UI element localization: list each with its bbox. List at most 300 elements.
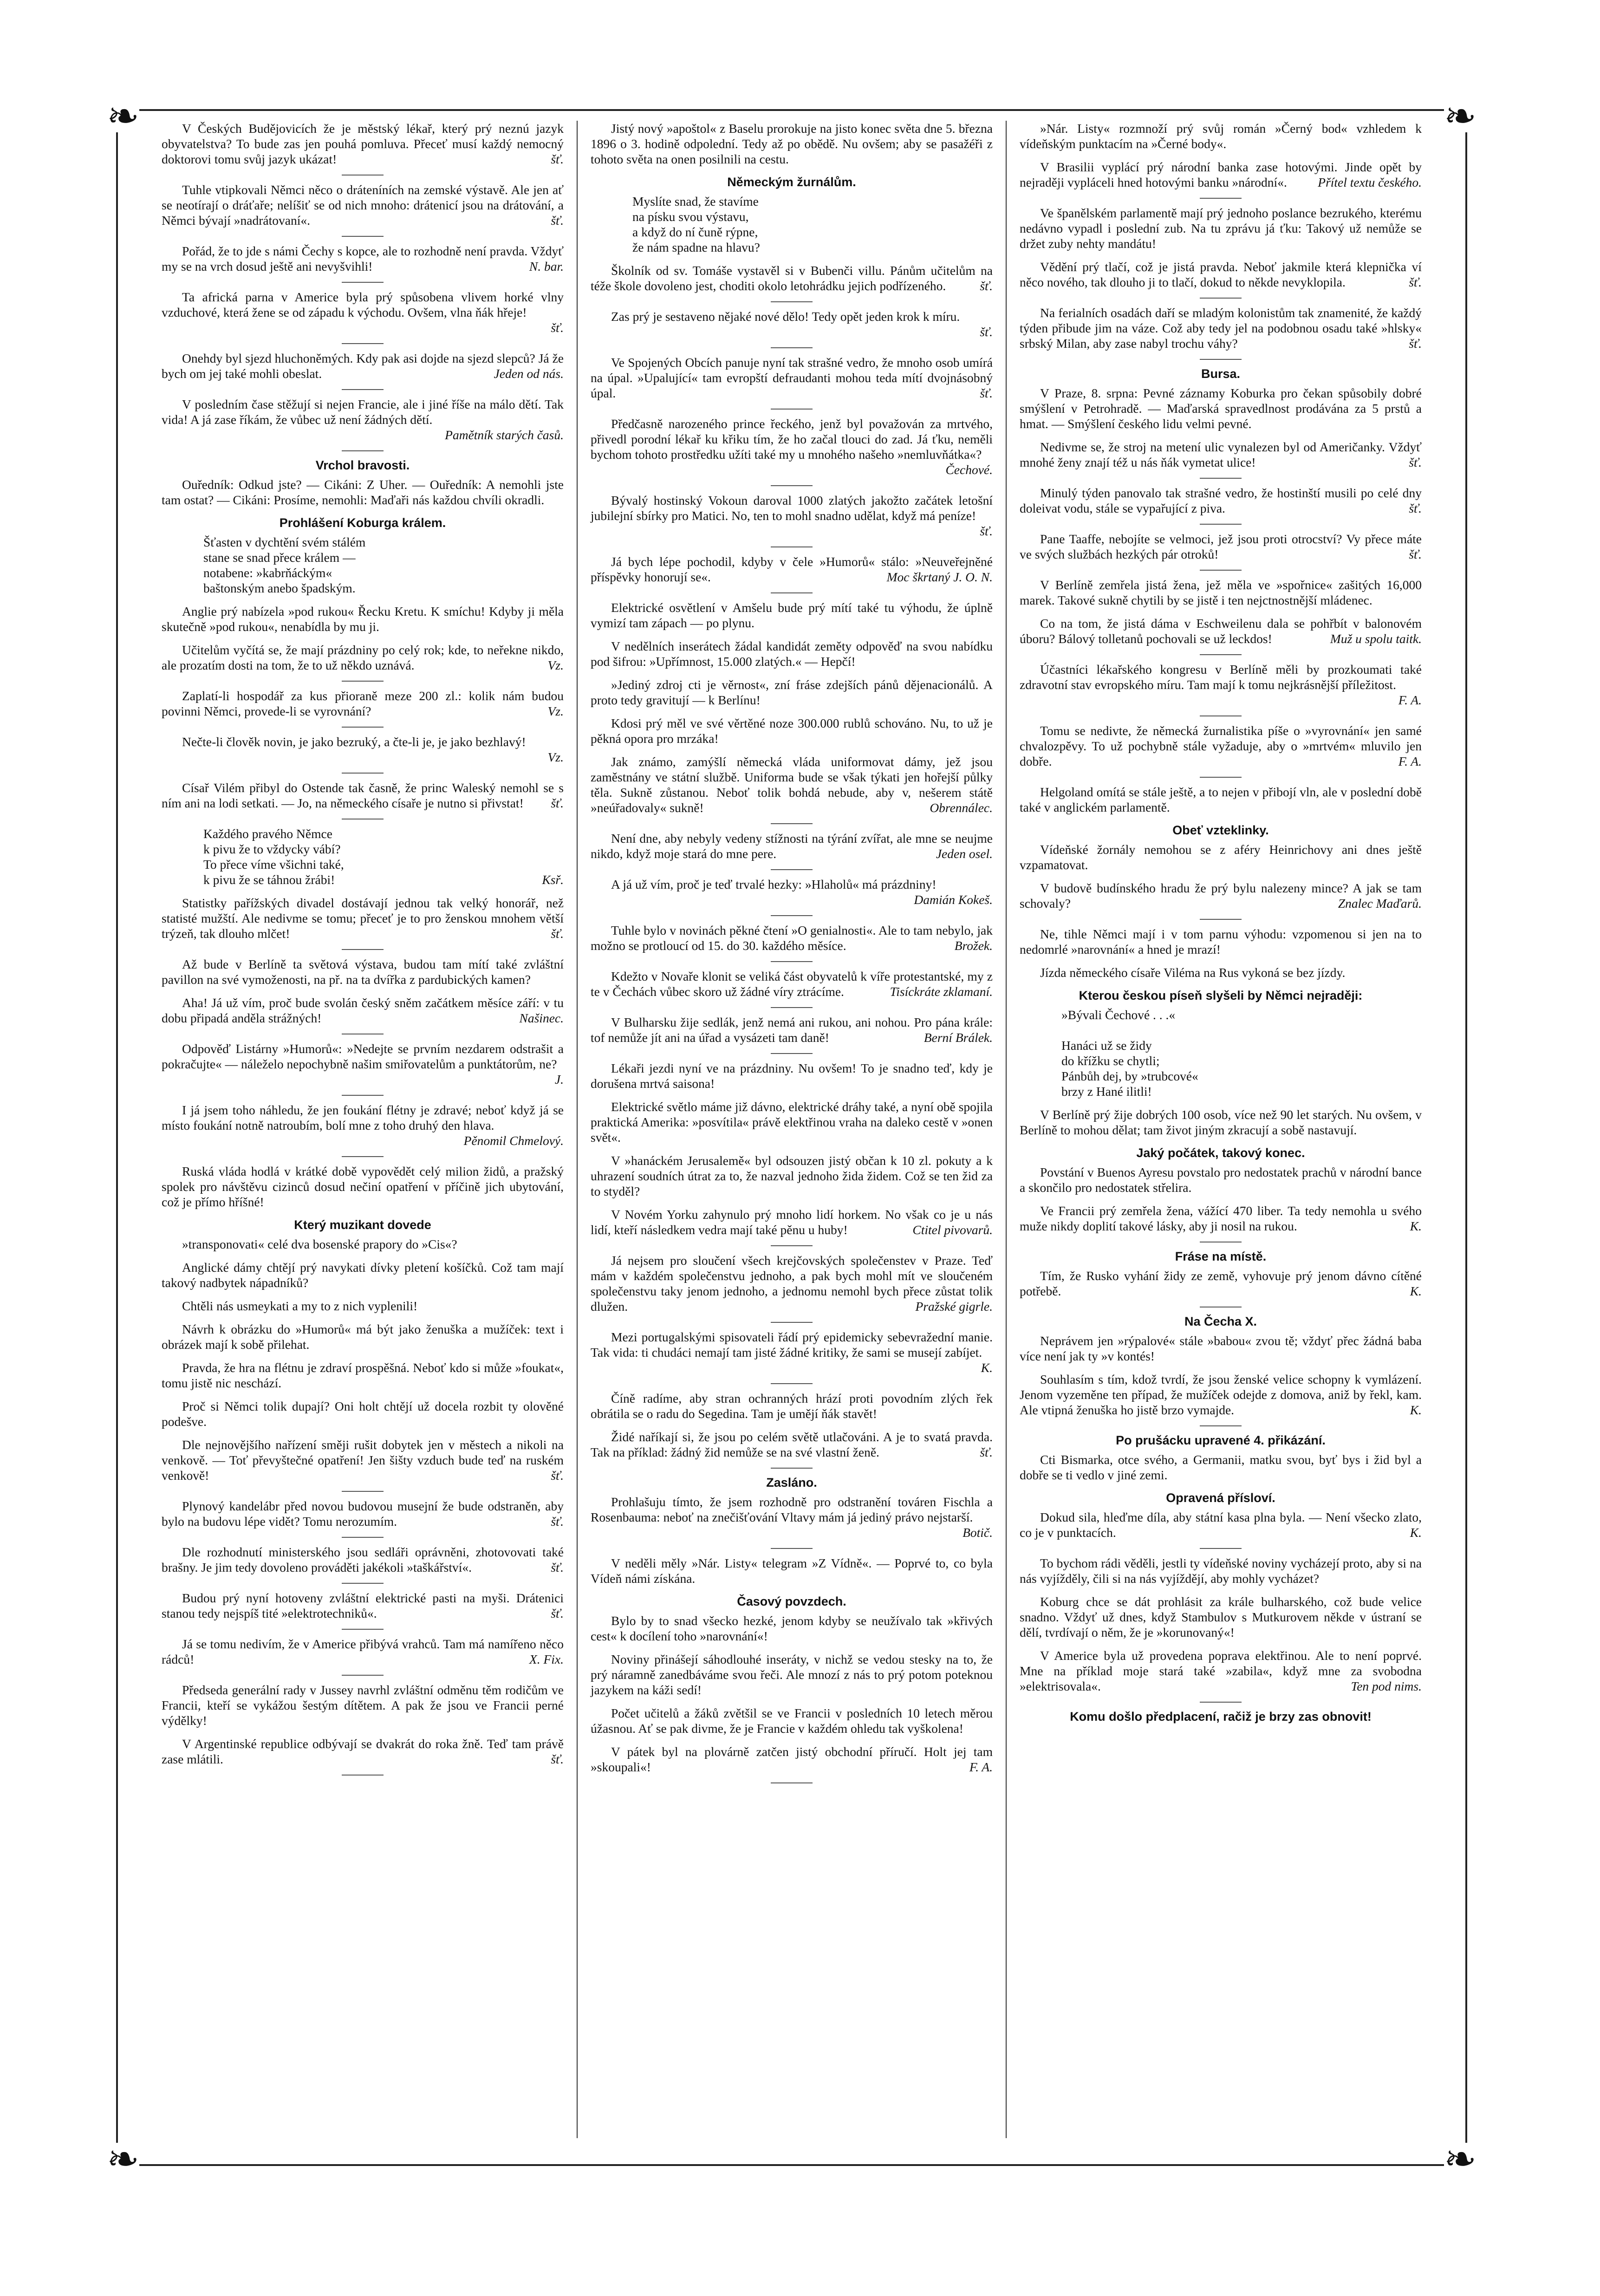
- paragraph-text: Pravda, že hra na flétnu je zdraví prospěšná. Neboť kdo si může »foukat«, tomu jistě nic neschází.: [162, 1360, 564, 1390]
- separator-rule: [342, 1491, 384, 1492]
- paragraph-text: Předseda generální rady v Jussey navrhl zvláštní odměnu těm rodičům ve Francii, kteří se vykážou šestým dítětem. A pak že jsou ve Francii perné výdělky!: [162, 1683, 564, 1728]
- paragraph-text: Kdosi prý měl ve své věrtěné noze 300.000 rublů schováno. Nu, to už je pěkná opora pro mrzáka!: [591, 716, 993, 746]
- paragraph-text: Až bude v Berlíně ta světová výstava, budou tam mítí také zvláštní pavillon na své vymoženosti, na př. na ta dvířka z pardubických kamen?: [162, 957, 564, 987]
- author-signature: Pamětník starých časů.: [445, 428, 564, 442]
- author-signature: Vz.: [547, 704, 564, 718]
- separator-rule: [342, 1629, 384, 1630]
- paragraph-text: Plynový kandelábr před novou budovou musejní že bude odstraněn, aby bylo na budovu lépe vidět? Tomu nerozumím.: [162, 1499, 564, 1528]
- author-signature: šť.: [980, 279, 993, 293]
- separator-rule: [342, 949, 384, 950]
- separator-rule: [342, 343, 384, 344]
- paragraph-text: Souhlasím s tím, kdož tvrdí, že jsou ženské velice schopny k vymlázení. Jenom vyzeměne ten případ, že mužíček odejde z domova, aniž by řekl, kam. Ale vtipná ženuška ho jistě brzo vymajde.: [1020, 1372, 1422, 1417]
- separator-rule: [771, 1322, 813, 1323]
- separator-rule: [342, 282, 384, 283]
- author-signature: šť.: [551, 152, 564, 166]
- paragraph-text: Ta africká parna v Americe byla prý spůsobena vlivem horké vlny vzduchové, která žene se od západu k východu. Ovšem, vlna ňák hřeje!: [162, 290, 564, 319]
- article-paragraph: [591, 1744, 993, 1775]
- separator-rule: [342, 175, 384, 176]
- author-signature: Vz.: [547, 658, 564, 672]
- article-paragraph: [1020, 159, 1422, 190]
- separator-rule: [771, 915, 813, 916]
- author-signature: K.: [1410, 1284, 1422, 1298]
- article-paragraph: [591, 600, 993, 631]
- paragraph-text: Ve španělském parlamentě mají prý jednoho poslance bezrukého, kterému nedávno vypadl i poslední zub. Na tu zprávu já ťku: Takový už nemůže se držet zuby nehty mandátu!: [1020, 206, 1422, 251]
- paragraph-text: »Nár. Listy« rozmnoží prý svůj román »Černý bod« vzhledem k vídeňským punktacím na »Černé body«.: [1020, 121, 1422, 151]
- article-paragraph: [591, 1652, 993, 1698]
- article-paragraph: [591, 554, 993, 585]
- article-paragraph: [162, 895, 564, 941]
- article-paragraph: [1020, 1268, 1422, 1299]
- article-paragraph: [1020, 1452, 1422, 1483]
- paragraph-text: V Berlíně zemřela jistá žena, jež měla ve »spořnice« zašitých 16,000 marek. Takové sukně chytili by se jistě i ten nejctnostnější mládenec.: [1020, 578, 1422, 607]
- article-paragraph: [1020, 439, 1422, 470]
- corner-ornament-icon: ❧: [106, 2136, 140, 2182]
- article-paragraph: [591, 1705, 993, 1736]
- article-paragraph: [162, 121, 564, 167]
- article-paragraph: [591, 1153, 993, 1199]
- section-heading: Časový povzdech.: [737, 1594, 846, 1608]
- article-paragraph: [1020, 842, 1422, 872]
- paragraph-text: Zas prý je sestaveno nějaké nové dělo! Tedy opět jeden krok k míru.: [611, 309, 960, 324]
- separator-rule: [771, 301, 813, 302]
- article-paragraph: [1020, 121, 1422, 151]
- separator-rule: [342, 450, 384, 451]
- article-paragraph: [591, 638, 993, 669]
- separator-rule: [1200, 524, 1242, 525]
- article-paragraph: [1020, 880, 1422, 911]
- author-signature: šť.: [551, 796, 564, 810]
- article-paragraph: [1020, 259, 1422, 290]
- paragraph-text: Noviny přinášejí sáhodlouhé inseráty, v nichž se vedou stesky na to, že prý náramně zanedbáváme svou řeči. Ale mnozí z nás to prý potom poteknou jazykem na káži sedí!: [591, 1652, 993, 1697]
- paragraph-text: Dokud sila, hleďme díla, aby státní kasa plna byla. — Není všecko zlato, co je v punktacích.: [1020, 1510, 1422, 1540]
- article-paragraph: [162, 642, 564, 673]
- separator-rule: [342, 236, 384, 237]
- paragraph-text: Ouředník: Odkud jste? — Cikáni: Z Uher. — Ouředník: A nemohli jste tam ostat? — Cikáni: Prosíme, nemohli: Maďaři nás každou chvíli okradli.: [162, 477, 564, 507]
- separator-rule: [771, 409, 813, 410]
- paragraph-text: V Bulharsku žije sedlák, jenž nemá ani rukou, ani nohou. Pro pána krále: tof nemůže jít ani na úřad a vysázeti tam daně!: [591, 1015, 993, 1045]
- article-paragraph: [162, 1636, 564, 1667]
- article-paragraph: [591, 1494, 993, 1540]
- separator-rule: [1200, 654, 1242, 655]
- paragraph-text: I já jsem toho náhledu, že jen foukání flétny je zdravé; neboť když já se místo foukání notně natroubím, bolí mne z toho druhý den hlava.: [162, 1103, 564, 1132]
- article-paragraph: [1020, 485, 1422, 516]
- paragraph-text: Proč si Němci tolik dupají? Oni holt chtějí už docela rozbit ty olověné podešve.: [162, 1399, 564, 1429]
- article-paragraph: [162, 1590, 564, 1621]
- article-paragraph: [591, 831, 993, 861]
- paragraph-text: Onehdy byl sjezd hluchoněmých. Kdy pak asi dojde na sjezd slepců? Já že bych om jej také mohli obeslat.: [162, 351, 564, 381]
- separator-rule: [1200, 777, 1242, 778]
- author-signature: N. bar.: [529, 259, 564, 273]
- author-signature: Pěnomil Chmelový.: [463, 1133, 564, 1148]
- column-left: [149, 121, 577, 2138]
- paragraph-text: Dle rozhodnutí ministerského jsou sedláři oprávněni, zhotovovati také brašny. Je jim tedy dovoleno prováděti jakékoli »taškářství«.: [162, 1545, 564, 1574]
- paragraph-text: Školník od sv. Tomáše vystavěl si v Bubenči villu. Pánům učitelům na téže škole dovoleno jest, choditi okolo letohrádku jejich podřízeného.: [591, 263, 993, 293]
- paragraph-text: V posledním čase stěžují si nejen Francie, ale i jiné říše na málo dětí. Tak vida! A já zase říkám, že vůbec už není žádných dětí.: [162, 397, 564, 427]
- author-signature: Obrennálec.: [930, 800, 993, 815]
- article-paragraph: [162, 780, 564, 811]
- section-heading: Zasláno.: [766, 1476, 817, 1489]
- author-signature: Ksř.: [542, 872, 564, 887]
- paragraph-text: Odpověď Listárny »Humorů«: »Nedejte se prvním nezdarem odstrašit a pokračujte« — náleželo nepochybně našim smiřovatelům a punktátorům, ne?: [162, 1041, 564, 1071]
- separator-rule: [771, 1782, 813, 1783]
- separator-rule: [771, 1053, 813, 1054]
- article-paragraph: [162, 1498, 564, 1529]
- article-paragraph: [162, 1164, 564, 1210]
- article-paragraph: [1020, 616, 1422, 646]
- paragraph-text: Počet učitelů a žáků zvětšil se ve Francii v posledních 10 letech měrou úžasnou. Ať se pak divme, že je Francie v každém ohledu tak vyškolena!: [591, 1706, 993, 1736]
- author-signature: Našinec.: [519, 1011, 564, 1025]
- section-heading: Fráse na místě.: [1175, 1249, 1267, 1263]
- author-signature: šť.: [551, 926, 564, 941]
- article-paragraph: [591, 355, 993, 401]
- article-paragraph: [162, 1360, 564, 1391]
- author-signature: šť.: [1409, 455, 1422, 469]
- separator-rule: [771, 347, 813, 348]
- paragraph-text: Účastníci lékařského kongresu v Berlíně měli by prozkoumati také zdravotní stav evropského míru. Tam mají k tomu nejkrásnější příležitost.: [1020, 662, 1422, 692]
- author-signature: Čechové.: [945, 462, 993, 477]
- article-paragraph: [162, 1041, 564, 1087]
- author-signature: šť.: [980, 524, 993, 538]
- separator-rule: [342, 1537, 384, 1538]
- article-paragraph: [1020, 784, 1422, 815]
- separator-rule: [342, 1675, 384, 1676]
- article-paragraph: [591, 969, 993, 999]
- verse-block: [632, 194, 993, 255]
- article-paragraph: [591, 877, 993, 907]
- paragraph-text: Co na tom, že jistá dáma v Eschweilenu dala se pohřbít v balonovém úboru? Bálový tolletanů pochovali se už leckdos!: [1020, 616, 1422, 646]
- separator-rule: [771, 1245, 813, 1246]
- section-heading: Obeť vzteklinky.: [1172, 823, 1269, 837]
- article-paragraph: [162, 397, 564, 442]
- frame-left-rule: [116, 132, 118, 2143]
- section-heading: Opravená přísloví.: [1166, 1491, 1275, 1505]
- paragraph-text: Tuhle bylo v novinách pěkné čtení »O genialnosti«. Ale to tam nebylo, jak možno se protloucí od 15. do 30. každého měsíce.: [591, 923, 993, 953]
- article-paragraph: [591, 923, 993, 953]
- paragraph-text: Pořád, že to jde s námi Čechy s kopce, ale to rozhodně není pravda. Vždyť my se na vrch dosud ještě ani nevyšvihli!: [162, 244, 564, 273]
- author-signature: K.: [1410, 1219, 1422, 1233]
- author-signature: Damián Kokeš.: [914, 892, 993, 907]
- separator-rule: [1200, 359, 1242, 360]
- article-paragraph: [591, 1099, 993, 1145]
- text-columns: [149, 121, 1435, 2138]
- author-signature: Přítel textu českého.: [1318, 175, 1422, 189]
- section-heading: Prohlášení Koburga králem.: [279, 516, 446, 530]
- paragraph-text: Mezi portugalskými spisovateli řádí prý epidemicky sebevražední manie. Tak vida: ti chudáci nemají tam jisté žádné kritiky, že sami se musejí zabíjet.: [591, 1330, 993, 1359]
- author-signature: šť.: [980, 325, 993, 339]
- article-paragraph: [1020, 1203, 1422, 1234]
- paragraph-text: Já bych lépe pochodil, kdyby v čele »Humorů« stálo: »Neuveřejněné příspěvky honorují se«.: [591, 554, 993, 584]
- article-paragraph: [162, 1321, 564, 1352]
- paragraph-text: Vídeňské žornály nemohou se z aféry Heinrichovy ani dnes ještě vzpamatovat.: [1020, 842, 1422, 872]
- corner-ornament-icon: ❧: [1444, 93, 1477, 139]
- separator-rule: [771, 1007, 813, 1008]
- paragraph-text: Kdežto v Novaře klonit se veliká část obyvatelů k víře protestantské, my z te v Čechách vůbec skoro už žádné víry ztrácíme.: [591, 969, 993, 999]
- section-heading: Vrchol bravosti.: [315, 458, 410, 472]
- section-heading: Po prušácku upravené 4. přikázání.: [1116, 1433, 1326, 1447]
- article-paragraph: [162, 289, 564, 335]
- author-signature: F. A.: [1398, 693, 1422, 707]
- article-paragraph: [1020, 926, 1422, 957]
- paragraph-text: Pane Taaffe, nebojíte se velmoci, jež jsou proti otrocství? Vy přece máte ve svých službách hezkých pár otroků!: [1020, 532, 1422, 561]
- article-paragraph: [591, 493, 993, 539]
- paragraph-text: V nedělních inserátech žádal kandidát zeměty odpověď na svou nabídku pod šifrou: »Upřímnost, 15.000 zlatých.« — Hepčí!: [591, 639, 993, 669]
- author-signature: šť.: [551, 1560, 564, 1574]
- article-paragraph: [1020, 965, 1422, 980]
- separator-rule: [342, 819, 384, 820]
- author-signature: Jeden od nás.: [494, 366, 564, 381]
- article-paragraph: [162, 1682, 564, 1728]
- paragraph-text: Helgoland omítá se stále ještě, a to nejen v přibojí vln, ale v poslední době také v anglickém parlamentě.: [1020, 785, 1422, 814]
- paragraph-text: V budově budínského hradu že prý bylu nalezeny mince? A jak se tam schovaly?: [1020, 881, 1422, 911]
- paragraph-text: Elektrické světlo máme již dávno, elektrické dráhy také, a nyní obě spojila praktická Amerika: »posvítila« právě elektřinou vraha na daleko cestě v »onen svět«.: [591, 1099, 993, 1145]
- article-paragraph: [1020, 577, 1422, 608]
- separator-rule: [1200, 715, 1242, 716]
- paragraph-text: Cti Bismarka, otce svého, a Germanii, matku svou, byť bys i žid byl a dobře se ti vedlo v jiné zemi.: [1020, 1452, 1422, 1482]
- article-paragraph: [591, 1060, 993, 1091]
- article-paragraph: [1020, 1107, 1422, 1138]
- article-paragraph: [162, 1236, 564, 1252]
- article-paragraph: [162, 182, 564, 228]
- separator-rule: [1200, 1425, 1242, 1426]
- paragraph-text: Jak známo, zamýšlí německá vláda uniformovat dámy, jež jsou zaměstnány ve státní službě. Uniforma bude se však týkati jen hořejší půlky těla. Sukně zůstanou. Neboť tolik bohdá nebude, aby v, nešerem státě »neúřadovaly« sukně!: [591, 754, 993, 815]
- author-signature: šť.: [551, 1468, 564, 1483]
- paragraph-text: To bychom rádi věděli, jestli ty vídeňské noviny vycházejí proto, aby si na nás vyjížděly, čili si na nás vyjíždějí, aby mohly vycházet?: [1020, 1556, 1422, 1586]
- article-paragraph: [591, 1207, 993, 1237]
- paragraph-text: Povstání v Buenos Ayresu povstalo pro nedostatek prachů v národní bance a skončilo pro nedostatek střelira.: [1020, 1165, 1422, 1195]
- paragraph-text: Aha! Já už vím, proč bude svolán český sněm začátkem měsíce září: v tu dobu připadá anděla strážných!: [162, 995, 564, 1025]
- column-middle: [577, 121, 1006, 2138]
- article-paragraph: [591, 715, 993, 746]
- author-signature: šť.: [551, 1752, 564, 1766]
- paragraph-text: »Jediný zdroj cti je věrnost«, zní fráse zdejších pánů dějenacionálů. A proto tedy gravitují — k Berlínu!: [591, 677, 993, 707]
- separator-rule: [771, 869, 813, 870]
- article-paragraph: [162, 243, 564, 274]
- paragraph-text: Neprávem jen »rýpalové« stále »babou« zvou tě; vždyť přec žádná baba více není jak ty »v kontés!: [1020, 1333, 1422, 1363]
- separator-rule: [1200, 1702, 1242, 1703]
- section-heading: Bursa.: [1201, 367, 1241, 381]
- section-heading: Který muzikant dovede: [294, 1218, 431, 1232]
- page-frame: [106, 93, 1477, 2182]
- article-paragraph: [1020, 305, 1422, 351]
- paragraph-text: Minulý týden panovalo tak strašné vedro, že hostinští musili po celé dny doleivat vodu, stále se vypařující z piva.: [1020, 486, 1422, 515]
- paragraph-text: V Americe byla už provedena poprava elektřinou. Ale to není poprvé. Mne na příklad moje stará také »zabila«, když mne za svobodna »elektrisovala«.: [1020, 1648, 1422, 1693]
- article-paragraph: [591, 1613, 993, 1644]
- author-signature: šť.: [980, 386, 993, 400]
- separator-rule: [771, 485, 813, 486]
- article-paragraph: [162, 1544, 564, 1575]
- article-paragraph: [162, 1736, 564, 1767]
- paragraph-text: Číně radíme, aby stran ochranných hrází proti povodním zlých řek obrátila se o radu do Segedina. Tam je umějí ňák stavět!: [591, 1391, 993, 1421]
- article-paragraph: [1020, 1164, 1422, 1195]
- article-paragraph: [1020, 531, 1422, 562]
- separator-rule: [1200, 198, 1242, 199]
- author-signature: Vz.: [547, 750, 564, 764]
- article-paragraph: [1020, 1372, 1422, 1418]
- section-heading: Na Čecha X.: [1184, 1314, 1257, 1328]
- section-heading: Německým žurnálům.: [727, 175, 856, 189]
- article-paragraph: [591, 309, 993, 339]
- paragraph-text: Statistky pařížských divadel dostávají jednou tak velký honorář, než statisté mužští. Ale nedivme se tomu; přeceť je to pro ženskou mnohem větší trýzeň, tak dlouho mlčet!: [162, 896, 564, 941]
- article-paragraph: [162, 688, 564, 719]
- separator-rule: [771, 1383, 813, 1384]
- paragraph-text: Tomu se nedivte, že německá žurnalistika píše o »vyrovnání« jen samé chvalozpěvy. To už pochybně stále vyžaduje, aby o »mrtvém« mluvilo jen dobře.: [1020, 723, 1422, 768]
- separator-rule: [1200, 570, 1242, 571]
- separator-rule: [771, 546, 813, 547]
- author-signature: Ctitel pivovarů.: [912, 1223, 993, 1237]
- paragraph-text: Dle nejnovějšího nařízení směji rušit dobytek jen v městech a nikoli na venkově. — Toť převyštečné opatření! Jen šišty vzduch bude teď na ruském venkově!: [162, 1437, 564, 1483]
- corner-ornament-icon: ❧: [1444, 2136, 1477, 2182]
- article-paragraph: [1020, 205, 1422, 251]
- author-signature: Jeden osel.: [936, 846, 993, 861]
- paragraph-text: Chtěli nás usmeykati a my to z nich vyplenili!: [182, 1299, 418, 1313]
- separator-rule: [342, 1775, 384, 1776]
- separator-rule: [342, 1156, 384, 1157]
- author-signature: Tisíckráte zklamaní.: [890, 984, 993, 999]
- paragraph-text: Anglické dámy chtějí prý navykati dívky pletení košíčků. Což tam mají takový nadbytek nápadníků?: [162, 1260, 564, 1290]
- article-paragraph: [1020, 1333, 1422, 1364]
- paragraph-text: A já už vím, proč je teď trvalé hezky: »Hlaholů« má prázdniny!: [611, 877, 937, 891]
- article-paragraph: [591, 754, 993, 815]
- paragraph-text: Není dne, aby nebyly vedeny stížnosti na týrání zvířat, ale mne se neujme nikdo, když moje stará do mne pere.: [591, 831, 993, 861]
- author-signature: Muž u spolu taitk.: [1330, 631, 1422, 646]
- article-paragraph: [1020, 1509, 1422, 1540]
- author-signature: Pražské gigrle.: [915, 1299, 993, 1314]
- paragraph-text: Já se tomu nedivím, že v Americe přibývá vrahců. Tam má namířeno něco rádců!: [162, 1637, 564, 1666]
- author-signature: šť.: [551, 1606, 564, 1620]
- frame-top-rule: [139, 109, 1444, 111]
- author-signature: Znalec Maďarů.: [1338, 896, 1422, 911]
- paragraph-text: V pátek byl na plovárně zatčen jistý obchodní příručí. Holt jej tam »skoupali«!: [591, 1744, 993, 1774]
- paragraph-text: Ve Spojených Obcích panuje nyní tak strašné vedro, že mnoho osob umírá na úpal. »Upalující« tam evropští defraudanti mohou teda mítí dvojnásobný úpal.: [591, 355, 993, 400]
- separator-rule: [1200, 919, 1242, 920]
- author-signature: Moc škrtaný J. O. N.: [886, 570, 993, 584]
- paragraph-text: Zaplatí-li hospodář za kus přioraně meze 200 zl.: kolik nám budou povinni Němci, provede-li se vyrovnání?: [162, 689, 564, 718]
- paragraph-text: Návrh k obrázku do »Humorů« má být jako ženuška a mužíček: text i obrázek mají k sobě přilehat.: [162, 1322, 564, 1352]
- verse-block: [203, 534, 564, 596]
- author-signature: X. Fix.: [529, 1652, 564, 1666]
- paragraph-text: Bývalý hostinský Vokoun daroval 1000 zlatých jakožto začátek letošní jubilejní sbírky pro Matici. No, ten to mohl snadno udělat, když má peníze!: [591, 493, 993, 523]
- article-paragraph: [162, 1298, 564, 1314]
- separator-rule: [1200, 478, 1242, 479]
- article-paragraph: [591, 1429, 993, 1460]
- paragraph-text: V Argentinské republice odbývají se dvakrát do roka žně. Teď tam právě zase mlátili.: [162, 1737, 564, 1766]
- separator-rule: [1200, 1548, 1242, 1549]
- article-paragraph: [1020, 385, 1422, 431]
- article-paragraph: [591, 263, 993, 293]
- article-paragraph: [162, 1437, 564, 1483]
- separator-rule: [1200, 298, 1242, 299]
- paragraph-text: Každého pravého Němce k pivu že to vždycky vábí? To přece víme všichni také, k pivu že se táhnou žrábi!: [203, 826, 344, 887]
- paragraph-text: Učitelům vyčítá se, že mají prázdniny po celý rok; kde, to neřekne nikdo, ale prozatím dosti na tom, že to už někdo uznává.: [162, 643, 564, 672]
- separator-rule: [771, 823, 813, 824]
- article-paragraph: [591, 677, 993, 708]
- paragraph-text: Ve Francii prý zemřela žena, vážící 470 liber. Ta tedy nemohla u svého muže nikdy doplití takové lásky, aby ji nosil na rukou.: [1020, 1203, 1422, 1233]
- paragraph-text: Koburg chce se dát prohlásit za krále bulharského, což bude velice snadno. Vždyť už dnes, když Stambulov s Mutkurovem někde v ústraní se dělí, tvrdívají o něm, že je »korunovaný«!: [1020, 1594, 1422, 1639]
- paragraph-text: V Brasilii vyplácí prý národní banka zase hotovými. Jinde opět by nejraději vypláceli hned hotovými banku »národní«.: [1020, 160, 1422, 189]
- separator-rule: [771, 1468, 813, 1469]
- separator-rule: [342, 727, 384, 728]
- paragraph-text: Na ferialních osadách daří se mladým kolonistům tak znamenité, že každý týden přibude jim na váze. Což aby tedy jel na podobnou osadu také »hlsky« srbský Milan, aby zase nabyl trochu váhy?: [1020, 306, 1422, 351]
- author-signature: F. A.: [969, 1760, 993, 1774]
- frame-right-rule: [1465, 132, 1467, 2143]
- article-paragraph: [162, 477, 564, 507]
- author-signature: šť.: [1409, 547, 1422, 561]
- paragraph-text: Židé naříkají si, že jsou po celém světě utlačováni. A je to svatá pravda. Tak na příklad: žádný žid nemůže se na své vlastní ženě.: [591, 1430, 993, 1459]
- author-signature: K.: [981, 1360, 993, 1375]
- paragraph-text: Prohlašuju tímto, že jsem rozhodně pro odstranění továren Fischla a Rosenbauma: neboť na znečišťování Vltavy mám já jediný právo nejstarší.: [591, 1495, 993, 1524]
- paragraph-text: Jistý nový »apoštol« z Baselu prorokuje na jisto konec světa dne 5. března 1896 o 3. hodině odpolední. Tedy až po obědě. Nu ovšem; aby se pasažéři z tohoto světa na onen posilnili na cestu.: [591, 121, 993, 166]
- article-paragraph: [1020, 662, 1422, 708]
- paragraph-text: Tuhle vtipkovali Němci něco o dráteníních na zemské výstavě. Ale jen ať se neotírají o dráťaře; nelíšiť se od nich mnoho: drátenicí jsou na drátování, a Němci bývají »nadrátovaní«.: [162, 182, 564, 228]
- paragraph-text: Vědění prý tlačí, což je jistá pravda. Neboť jakmile která klepnička ví něco nového, tak dlouho ji to tlačí, dokud to někde nevyklopila.: [1020, 260, 1422, 289]
- paragraph-text: Císař Vilém přibyl do Ostende tak časně, že princ Waleský nemohl se s ním ani na lodi setkati. — Jo, na německého císaře je nutno si přivstat!: [162, 781, 564, 810]
- separator-rule: [342, 1095, 384, 1096]
- corner-ornament-icon: ❧: [106, 93, 140, 139]
- paragraph-text: Ne, tihle Němci mají i v tom parnu výhodu: vzpomenou si jen na to nedomrlé »narovnání« a hned je mrazí!: [1020, 927, 1422, 956]
- paragraph-text: Anglie prý nabízela »pod rukou« Řecku Kretu. K smíchu! Kdyby ji měla skutečně »pod rukou«, nenabídla by mu ji.: [162, 604, 564, 634]
- separator-rule: [342, 389, 384, 390]
- author-signature: Botič.: [963, 1525, 993, 1540]
- article-paragraph: [1020, 1648, 1422, 1694]
- paragraph-text: Budou prý nyní hotoveny zvláštní elektrické pasti na myši. Drátenici stanou tedy nejspíš tité »elektrotechniků«.: [162, 1591, 564, 1620]
- paragraph-text: V »hanáckém Jerusalemě« byl odsouzen jistý občan k 10 zl. pokuty a k uhrazení soudních útrat za to, že nazval jednoho žida židem. Což se ten žid za to styděl?: [591, 1153, 993, 1198]
- author-signature: šť.: [1409, 275, 1422, 289]
- article-paragraph: [162, 1260, 564, 1290]
- author-signature: K.: [1410, 1525, 1422, 1540]
- paragraph-text: V Praze, 8. srpna: Pevné záznamy Koburka pro čekan spůsobily dobré smýšlení v Petrohradě. — Maďarská spravedlnost prodávána za 5 prstů a hmat. — Smýšlení českého lidu velmi pevné.: [1020, 386, 1422, 431]
- separator-rule: [342, 773, 384, 774]
- article-paragraph: [591, 1391, 993, 1421]
- paragraph-text: Lékaři jezdi nyní ve na prázdniny. Nu ovšem! To je snadno teď, kdy je dorušena mrtvá saisona!: [591, 1061, 993, 1091]
- subscription-notice: Komu došlo předplacení, račiž je brzy zas obnovit!: [1070, 1710, 1372, 1724]
- paragraph-text: Nedivme se, že stroj na metení ulic vynalezen byl od Američanky. Vždyť mnohé ženy znají též u nás ňák vymetat ulice!: [1020, 440, 1422, 469]
- article-paragraph: [162, 734, 564, 765]
- article-paragraph: [591, 416, 993, 477]
- paragraph-text: Bylo by to snad všecko hezké, jenom kdyby se neužívalo tak »křivých cest« k docílení toho »narovnání«!: [591, 1613, 993, 1643]
- author-signature: J.: [554, 1072, 564, 1086]
- paragraph-text: V neděli měly »Nár. Listy« telegram »Z Vídně«. — Poprvé to, co byla Vídeň námi získána.: [591, 1556, 993, 1586]
- paragraph-text: Předčasně narozeného prince řeckého, jenž byl považován za mrtvého, přivedl porodní lékař ku křiku tím, že ho začal tlouci do zad. Já ťku, neměli bychom tohoto prostředku užíti také my u mnohého našeho »nemluvňátka«?: [591, 416, 993, 462]
- paragraph-text: Nečte-li člověk novin, je jako bezruký, a čte-li je, je jako bezhlavý!: [182, 735, 526, 749]
- paragraph-text: Šťasten v dychtění svém stálém stane se snad přece králem — notabene: »kabrňáckým« baštonským anebo špadským.: [203, 535, 366, 595]
- article-paragraph: [591, 1253, 993, 1314]
- paragraph-text: Jízda německého císaře Viléma na Rus vykoná se bez jízdy.: [1040, 965, 1346, 980]
- author-signature: šť.: [980, 1445, 993, 1459]
- author-signature: šť.: [551, 1514, 564, 1528]
- frame-bottom-rule: [139, 2164, 1444, 2166]
- article-paragraph: [591, 121, 993, 167]
- article-paragraph: [1020, 1594, 1422, 1640]
- article-paragraph: [1020, 1555, 1422, 1586]
- separator-rule: [342, 681, 384, 682]
- article-paragraph: [591, 1555, 993, 1586]
- article-paragraph: [162, 351, 564, 381]
- verse-block: [203, 826, 564, 887]
- section-heading: Jaký počátek, takový konec.: [1136, 1146, 1305, 1160]
- column-right: [1006, 121, 1435, 2138]
- author-signature: šť.: [551, 213, 564, 228]
- paragraph-text: V Novém Yorku zahynulo prý mnoho lidí horkem. No však co je u nás lidí, kteří následkem vedra mají také pěnu u huby!: [591, 1207, 993, 1237]
- article-paragraph: [162, 604, 564, 634]
- article-paragraph: [162, 995, 564, 1026]
- separator-rule: [771, 592, 813, 593]
- article-paragraph: [162, 1398, 564, 1429]
- paragraph-text: V Českých Budějovicích že je městský lékař, který prý neznú jazyk obyvatelstva? To bude zas jen pouhá pomluva. Přeceť musí každý nemocný doktorovi tomu svůj jazyk ukázat!: [162, 121, 564, 166]
- article-paragraph: [1020, 723, 1422, 769]
- section-heading: Kterou českou píseň slyšeli by Němci nejraději:: [1079, 989, 1363, 1002]
- author-signature: šť.: [1409, 501, 1422, 515]
- paragraph-text: Elektrické osvětlení v Amšelu bude prý mítí také tu výhodu, že úplně vymizí tam zápach — po plynu.: [591, 600, 993, 630]
